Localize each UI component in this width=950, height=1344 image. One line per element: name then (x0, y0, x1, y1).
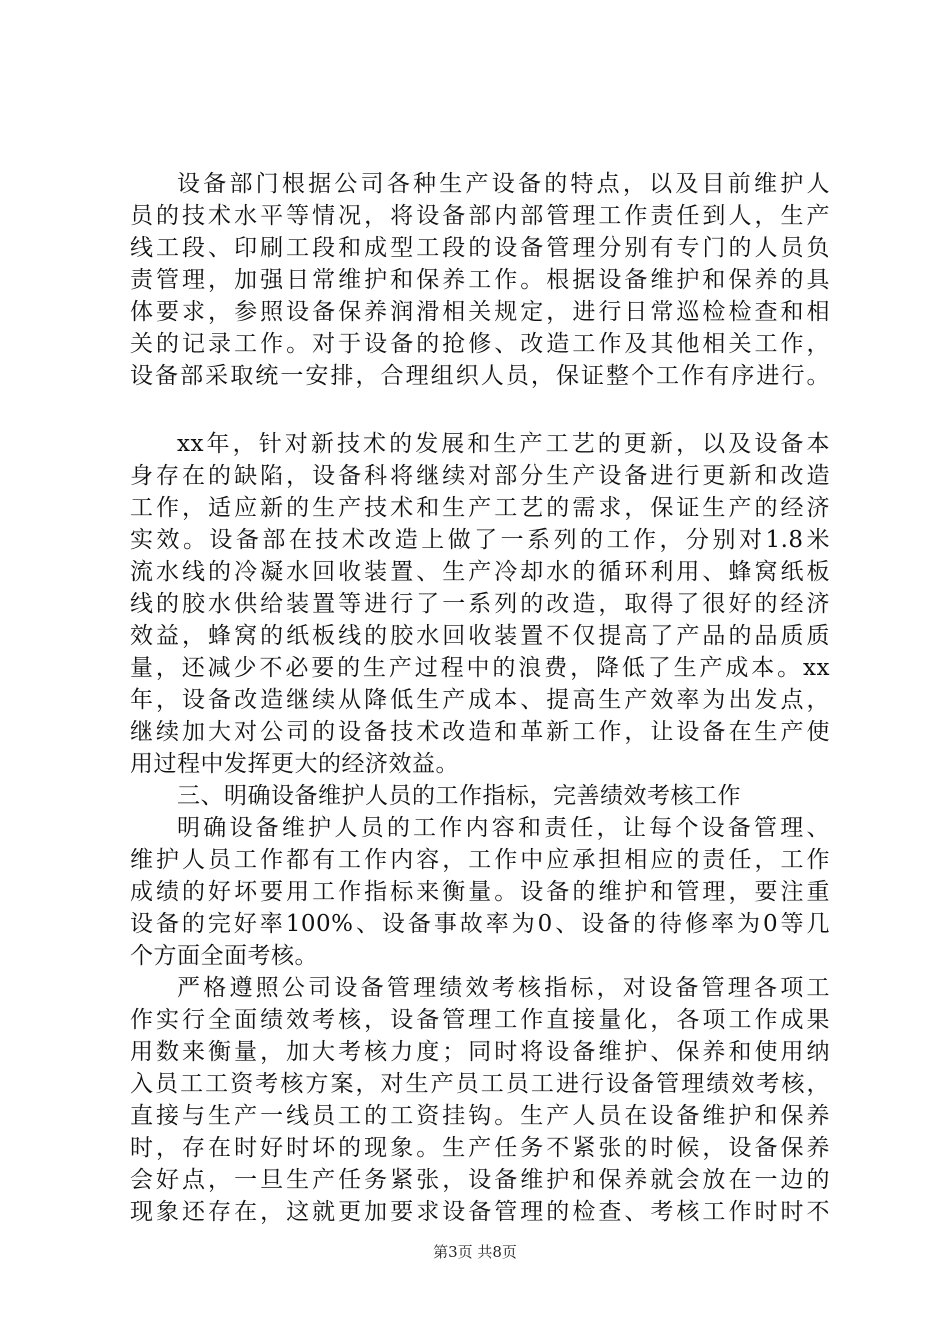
page-number-footer: 第3页 共8页 (433, 1243, 517, 1261)
text-line: 工作，适应新的生产技术和生产工艺的需求，保证生产的经济 (130, 495, 830, 521)
text-line: 身存在的缺陷，设备科将继续对部分生产设备进行更新和改造 (130, 463, 830, 489)
text-line: 责管理，加强日常维护和保养工作。根据设备维护和保养的具 (130, 267, 830, 293)
text-line: 作实行全面绩效考核，设备管理工作直接量化，各项工作成果 (130, 1007, 830, 1033)
paragraph-spacer (130, 392, 830, 428)
text-line: 流水线的冷凝水回收装置、生产冷却水的循环利用、蜂窝纸板 (130, 559, 830, 585)
text-line: 用过程中发挥更大的经济效益。 (130, 751, 459, 777)
text-line: 量，还减少不必要的生产过程中的浪费，降低了生产成本。xx (130, 655, 830, 681)
text-line: 现象还存在，这就更加要求设备管理的检查、考核工作时时不 (130, 1199, 830, 1225)
text-line: 效益，蜂窝的纸板线的胶水回收装置不仅提高了产品的品质质 (130, 623, 830, 649)
paragraph (130, 428, 830, 780)
text-line: 成绩的好坏要用工作指标来衡量。设备的维护和管理，要注重 (130, 879, 830, 905)
text-line: 个方面全面考核。 (130, 943, 318, 969)
text-line: 时，存在时好时坏的现象。生产任务不紧张的时候，设备保养 (130, 1135, 830, 1161)
text-line: 直接与生产一线员工的工资挂钩。生产人员在设备维护和保养 (130, 1103, 830, 1129)
section-heading: 三、明确设备维护人员的工作指标，完善绩效考核工作 (177, 783, 741, 809)
text-line: xx年，针对新技术的发展和生产工艺的更新，以及设备本 (177, 431, 830, 457)
text-line: 实效。设备部在技术改造上做了一系列的工作，分别对1.8米 (130, 527, 830, 553)
text-line: 线的胶水供给装置等进行了一系列的改造，取得了很好的经济 (130, 591, 830, 617)
text-line: 线工段、印刷工段和成型工段的设备管理分别有专门的人员负 (130, 235, 830, 261)
text-line: 关的记录工作。对于设备的抢修、改造工作及其他相关工作， (130, 331, 830, 357)
document-body (130, 168, 830, 1228)
text-line: 明确设备维护人员的工作内容和责任，让每个设备管理、 (177, 815, 830, 841)
text-line: 严格遵照公司设备管理绩效考核指标，对设备管理各项工 (177, 975, 830, 1001)
text-line: 体要求，参照设备保养润滑相关规定，进行日常巡检检查和相 (130, 299, 830, 325)
text-line: 继续加大对公司的设备技术改造和革新工作，让设备在生产使 (130, 719, 830, 745)
text-line: 员的技术水平等情况，将设备部内部管理工作责任到人，生产 (130, 203, 830, 229)
paragraph (130, 812, 830, 972)
text-line: 用数来衡量，加大考核力度；同时将设备维护、保养和使用纳 (130, 1039, 830, 1065)
text-line: 设备的完好率100%、设备事故率为0、设备的待修率为0等几 (130, 911, 830, 937)
text-line: 设备部采取统一安排，合理组织人员，保证整个工作有序进行。 (130, 363, 830, 389)
paragraph (130, 168, 830, 392)
text-line: 维护人员工作都有工作内容，工作中应承担相应的责任，工作 (130, 847, 830, 873)
text-line: 入员工工资考核方案，对生产员工员工进行设备管理绩效考核， (130, 1071, 830, 1097)
paragraph (130, 972, 830, 1228)
text-line: 设备部门根据公司各种生产设备的特点，以及目前维护人 (177, 171, 830, 197)
text-line: 会好点，一旦生产任务紧张，设备维护和保养就会放在一边的 (130, 1167, 830, 1193)
text-line: 年，设备改造继续从降低生产成本、提高生产效率为出发点， (130, 687, 830, 713)
